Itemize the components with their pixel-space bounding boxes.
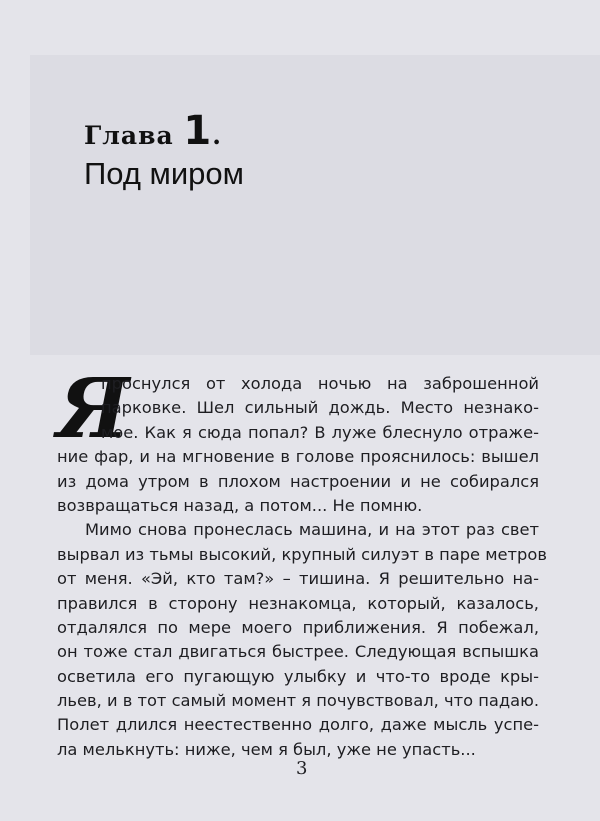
text-line: ла мелькнуть: ниже, чем я был, уже не упасть... <box>57 739 476 759</box>
paragraph-2 <box>57 518 547 762</box>
page-shading <box>30 55 600 355</box>
text-line: парковке. Шел сильный дождь. Место незнако- <box>101 398 539 418</box>
text-line: от меня. «Эй, кто там?» – тишина. Я решительно на- <box>57 569 539 589</box>
page-number: 3 <box>296 758 308 779</box>
text-line: льев, и в тот самый момент я почувствовал, что падаю. <box>57 691 539 711</box>
text-line: возвращаться назад, а потом... Не помню. <box>57 495 423 515</box>
text-line: осветила его пугающую улыбку и что-то вроде кры- <box>57 666 539 686</box>
text-line: Полет длился неестественно долго, даже мысль успе- <box>57 715 539 735</box>
chapter-heading <box>84 108 222 154</box>
text-line: мое. Как я сюда попал? В луже блеснуло отраже- <box>101 422 539 442</box>
chapter-number: 1 <box>183 108 213 154</box>
chapter-label: Глава <box>84 121 174 150</box>
body-text <box>57 361 547 762</box>
text-line: он тоже стал двигаться быстрее. Следующая вспышка <box>57 642 539 662</box>
text-line: вырвал из тьмы высокий, крупный силуэт в паре метров <box>57 544 547 564</box>
paragraph-1 <box>57 361 539 518</box>
chapter-period: . <box>212 121 222 150</box>
text-line: Мимо снова пронеслась машина, и на этот раз свет <box>85 520 539 540</box>
text-line: из дома утром в плохом настроении и не собирался <box>57 471 539 491</box>
chapter-title: Под миром <box>84 156 244 191</box>
text-line: отдалялся по мере моего приближения. Я побежал, <box>57 617 539 637</box>
text-line: проснулся от холода ночью на заброшенной <box>101 374 539 393</box>
drop-cap: Я <box>57 361 130 457</box>
text-line: правился в сторону незнакомца, который, казалось, <box>57 593 539 613</box>
text-line: ние фар, и на мгновение в голове прояснилось: вышел <box>57 447 539 467</box>
